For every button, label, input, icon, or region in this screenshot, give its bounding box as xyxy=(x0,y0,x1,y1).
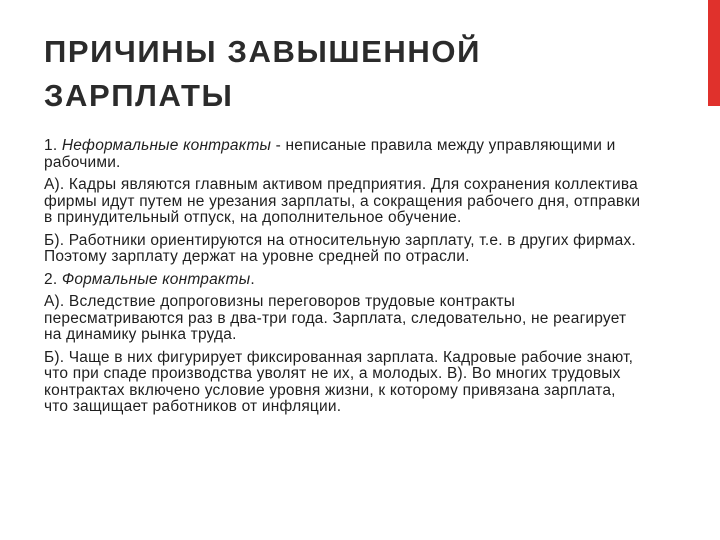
item-number: 2. xyxy=(44,270,62,288)
definition-text: - неписаные правила между управляющими и рабочими. xyxy=(44,137,616,171)
paragraph-b-fixed-wage: Б). Чаще в них фигурирует фиксированная зарплата. Кадровые рабочие знают, что при спаде производства уволят не их, а молодых. В). Во многих трудовых контрактах включено условие уровня жизни, к которому привязана зарплата, что защищает работников от инфляции. xyxy=(44,348,634,415)
accent-rule xyxy=(708,106,720,540)
term-period: . xyxy=(250,270,255,288)
slide-title-line-2: ЗАРПЛАТЫ xyxy=(44,78,234,113)
paragraph-formal-contracts xyxy=(44,272,644,289)
paragraph-a-personnel: А). Кадры являются главным активом предприятия. Для сохранения коллектива фирмы идут путем не урезания зарплаты, а сокращения рабочего дня, отправки в принудительный отпуск, на дополнительное обучение. xyxy=(44,176,641,226)
item-number: 1. xyxy=(44,137,62,154)
paragraph-informal-contracts xyxy=(44,138,644,171)
paragraph-a-negotiations: А). Вследствие допроговизны переговоров трудовые контракты пересматриваются раз в два-три года. Зарплата, следовательно, не реагирует на динамику рынка труда. xyxy=(44,293,627,343)
slide-body xyxy=(44,138,644,422)
term-formal-contracts: Формальные контракты xyxy=(61,270,251,288)
slide-title xyxy=(44,30,664,118)
accent-bar xyxy=(708,0,720,106)
slide-title-line-1: ПРИЧИНЫ ЗАВЫШЕННОЙ xyxy=(44,34,481,69)
term-informal-contracts: Неформальные контракты xyxy=(61,137,272,154)
paragraph-b-relative-wage: Б). Работники ориентируются на относительную зарплату, т.е. в других фирмах. Поэтому зарплату держат на уровне средней по отрасли. xyxy=(44,231,636,265)
